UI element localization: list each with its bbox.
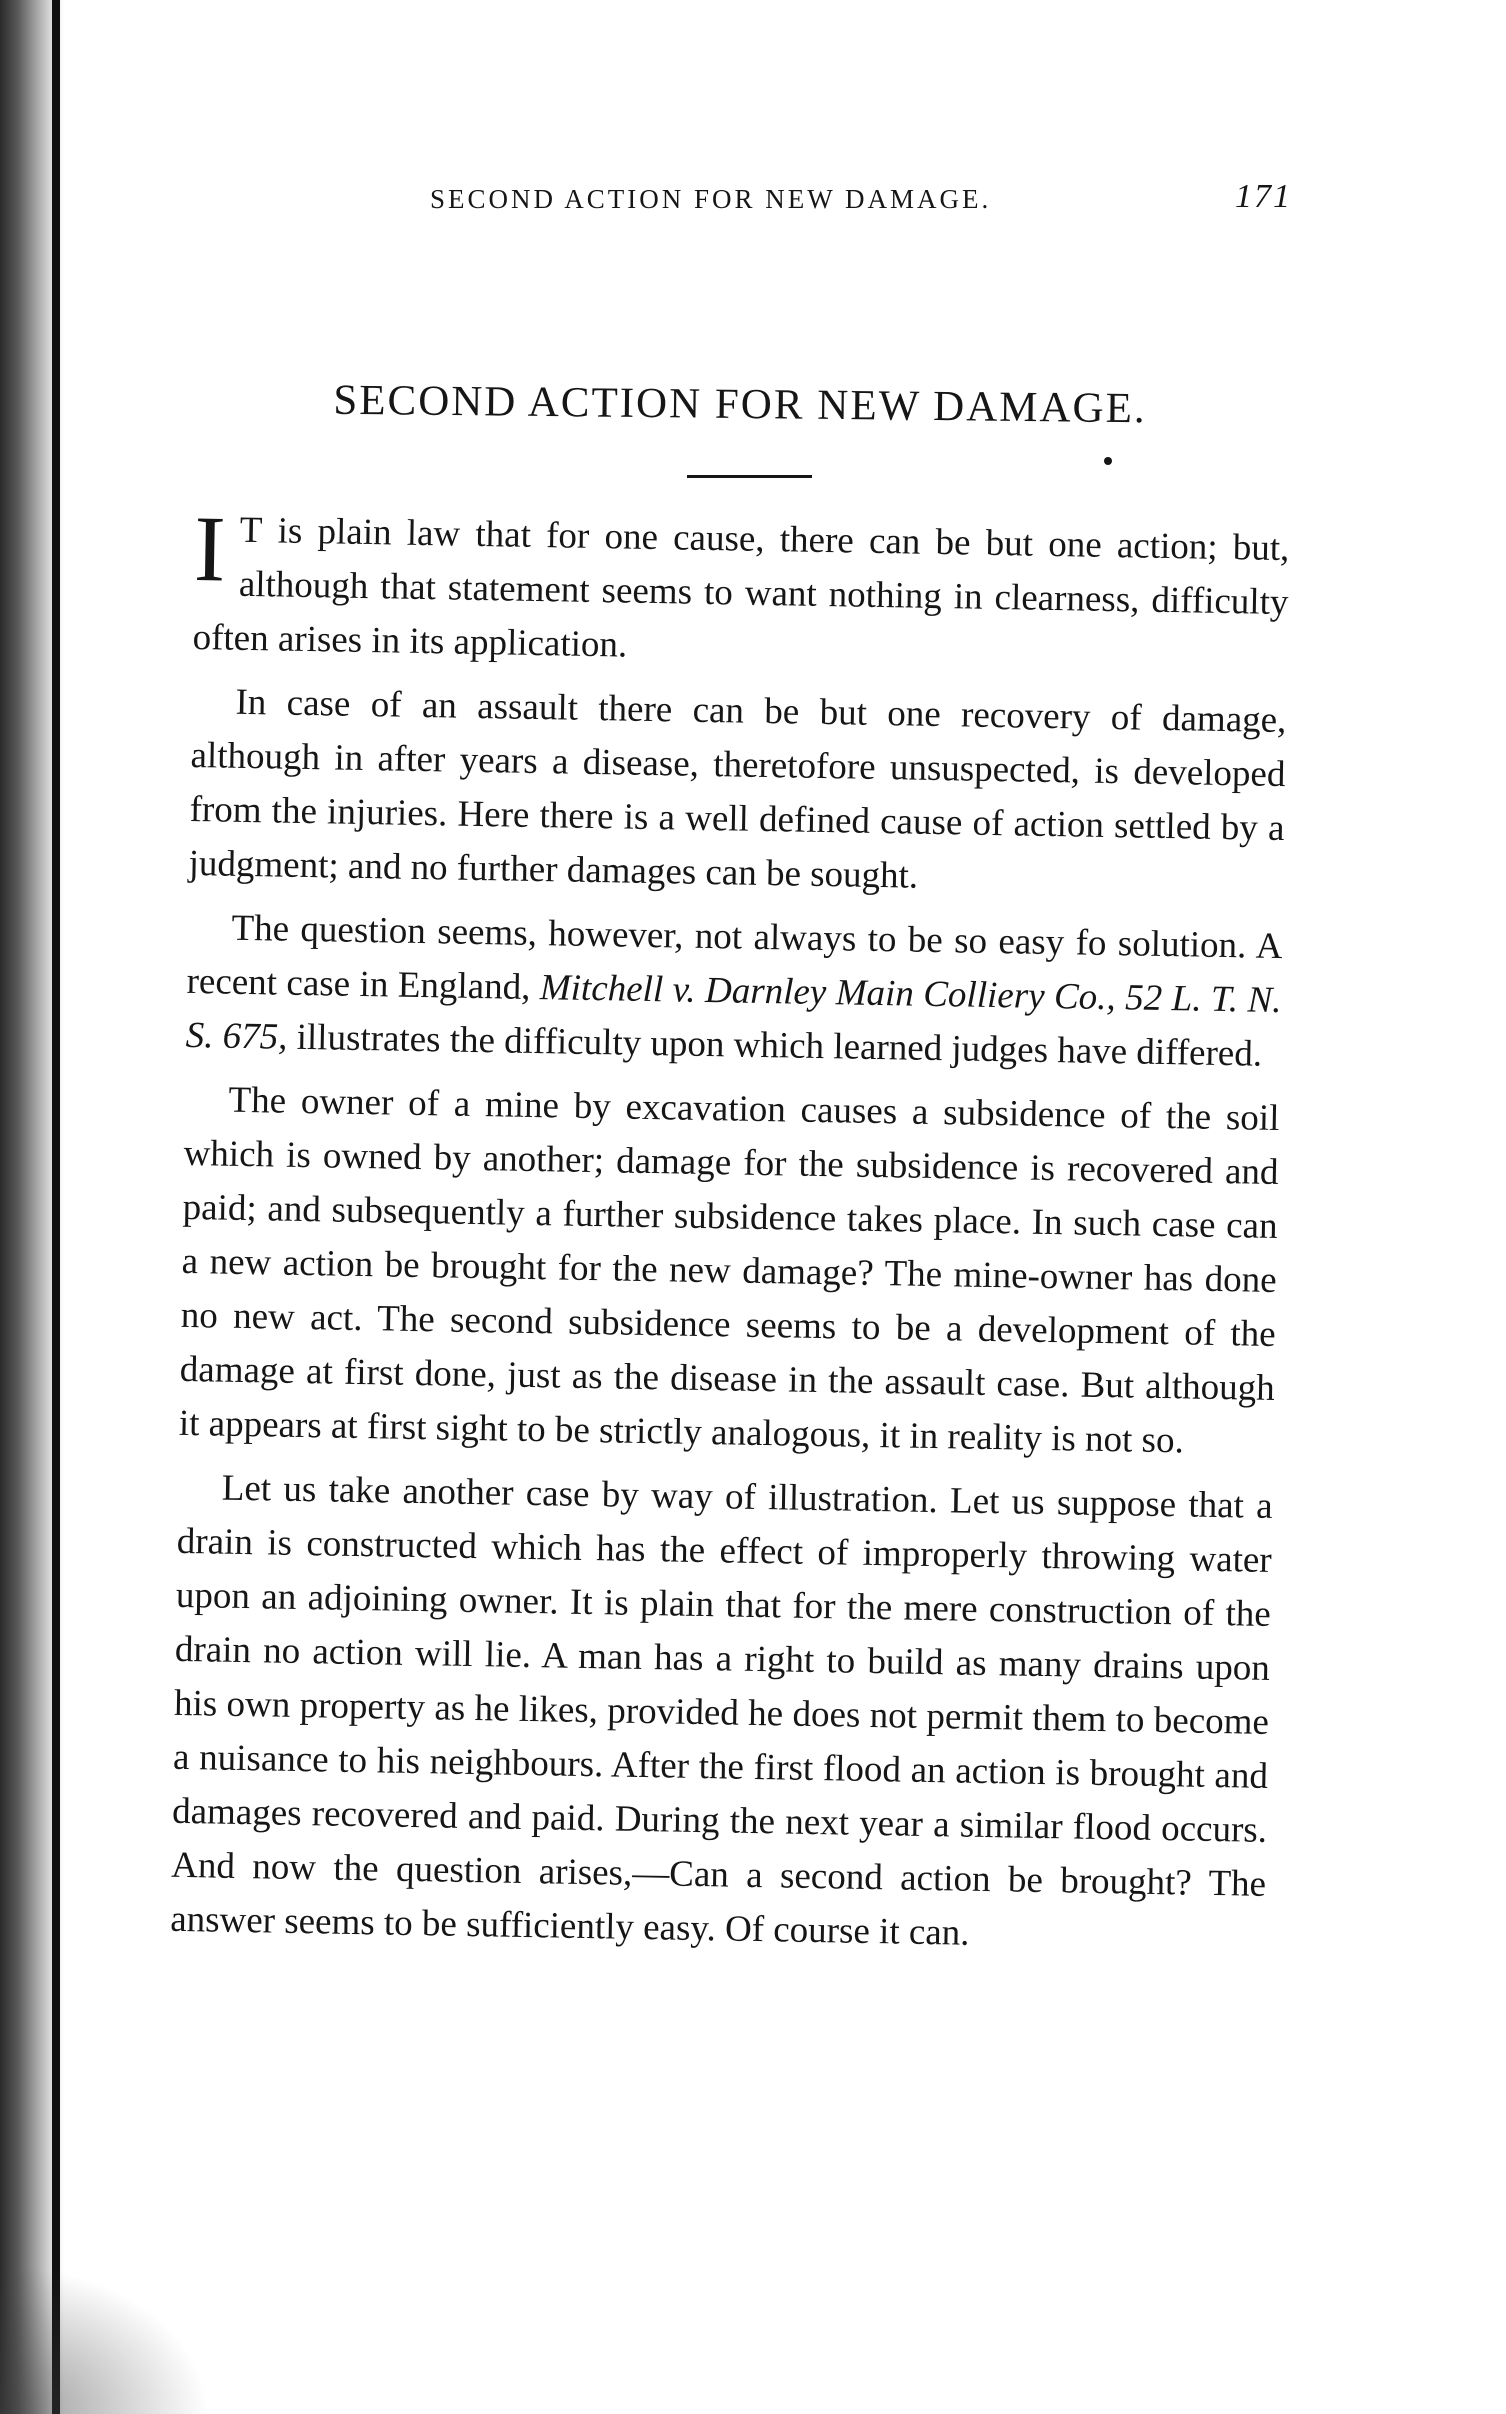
page-number: 171 bbox=[1235, 178, 1292, 215]
paragraph-3-text-end: illustrates the difficulty upon which learned judges have differed. bbox=[287, 1016, 1263, 1075]
paragraph-2: In case of an assault there can be but one recovery of damage, although in after years a disease, theretofore unsuspected, is developed from the injuries. Here there is a well defined cause of action settled by a judgment; and no further damages can be sought. bbox=[188, 681, 1287, 897]
paragraph-4: The owner of a mine by excavation causes a subsidence of the soil which is owned by another; damage for the subsidence is recovered and paid; and subsequently a further subsidence takes place. In such case can a new action be brought for the new damage? The mine-owner has done no new act. The second subsidence seems to be a development of the damage at first done, just as the disease in the assault case. But although it appears at first sight to be strictly analogous, it in reality is not so. bbox=[178, 1079, 1280, 1462]
paragraph-1-text: is plain law that for one cause, there can be but one action; but, although that statement seems to want nothing in clearness, difficulty often arises in its application. bbox=[192, 510, 1290, 666]
scan-corner-smudge bbox=[0, 2264, 210, 2414]
running-head-title: SECOND ACTION FOR NEW DAMAGE. bbox=[430, 184, 992, 214]
paragraph-3-text-start: The question seems, however, not always to be so easy fo solution. A recent case in England, bbox=[186, 907, 1283, 1009]
chapter-title: SECOND ACTION FOR NEW DAMAGE. bbox=[333, 376, 1147, 433]
paragraph-1 bbox=[192, 497, 1290, 684]
title-divider-rule bbox=[687, 475, 812, 478]
page-binding-edge bbox=[52, 0, 60, 2414]
paragraph-3 bbox=[185, 901, 1283, 1082]
case-citation: Mitchell v. Darnley Main Colliery Co., 52 L. T. N. S. 675, bbox=[185, 967, 1282, 1058]
paragraph-1-lead: T bbox=[239, 509, 263, 552]
running-header bbox=[200, 178, 1310, 238]
paragraph-5: Let us take another case by way of illustration. Let us suppose that a drain is constructed which has the effect of improperly throwing water upon an adjoining owner. It is plain that for the mere construction of the drain no action will lie. A man has a right to build as many drains upon his own property as he likes, provided he does not permit them to become a nuisance to his neighbours. After the first flood an action is brought and damages recovered and paid. During the next year a similar flood occurs. And now the question arises,—Can a second action be brought? The answer seems to be sufficiently easy. Of course it can. bbox=[169, 1467, 1274, 1954]
drop-cap: I bbox=[193, 497, 227, 602]
article-body bbox=[169, 497, 1290, 1976]
title-ornament-dot bbox=[1104, 457, 1112, 465]
